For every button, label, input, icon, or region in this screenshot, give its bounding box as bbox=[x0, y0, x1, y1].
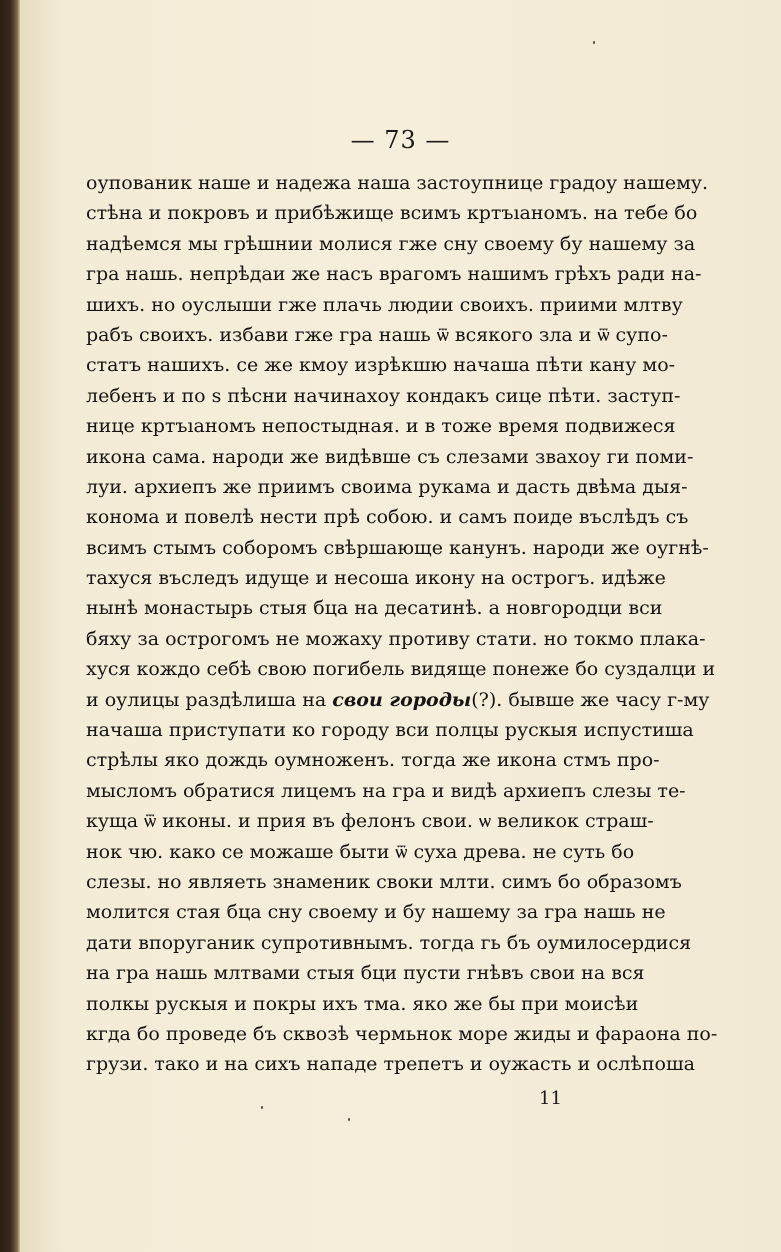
text-line: бяху за острогомъ не можаху противу стати. но токмо плака- bbox=[86, 627, 706, 650]
text-line: слезы. но являеть знаменик своки млти. симъ бо образомъ bbox=[86, 870, 682, 893]
text-line: нынѣ монастырь стыя бца на десатинѣ. а новгородци вси bbox=[86, 597, 663, 620]
text-line: стѣна и покровъ и прибѣжище всимъ кртъıаномъ. на тебе бо bbox=[86, 202, 698, 225]
text-line: стрѣлы яко дождь оумноженъ. тогда же икона стмъ про- bbox=[86, 749, 660, 772]
text-line: оупованик наше и надежа наша застоупнице градоу нашему. bbox=[86, 172, 709, 194]
paper-speck bbox=[593, 41, 595, 44]
text-line: начаша приступати ко городу вси полцы рускыя испустиша bbox=[86, 719, 694, 742]
text-segment: (?). бывше же часу г-му bbox=[471, 688, 710, 711]
italic-segment: свои городы bbox=[332, 688, 472, 711]
text-line: конома и повелѣ нести прѣ собою. и самъ поиде въслѣдъ съ bbox=[86, 506, 689, 529]
text-line: нок чю. како се можаше быти ѿ суха древа. не суть бо bbox=[86, 840, 635, 863]
text-line: нице кртъıаномъ непостыдная. и в тоже время подвижеся bbox=[86, 415, 676, 438]
page-number: — 73 — bbox=[350, 126, 451, 154]
text-line: мысломъ обратися лицемъ на гра и видѣ архиепъ слезы те- bbox=[86, 779, 686, 802]
text-line: гра нашь. непрѣдаи же насъ врагомъ нашимъ грѣхъ ради на- bbox=[86, 263, 702, 286]
text-line: всимъ стымъ соборомъ свѣршающе канунъ. народи же оугнѣ- bbox=[86, 536, 709, 559]
signature-mark: 11 bbox=[539, 1088, 562, 1109]
text-line: на гра нашь млтвами стыя бци пусти гнѣвъ свои на вся bbox=[86, 962, 645, 985]
text-line: надѣемся мы грѣшнии молися гже сну своему бу нашему за bbox=[86, 232, 696, 255]
text-line: хуся кождо себѣ свою погибель видяще понеже бо суздалци и bbox=[86, 658, 716, 681]
text-line: тахуся въследъ идуще и несоша икону на острогъ. идѣже bbox=[86, 567, 666, 590]
text-line: луи. архиепъ же приимъ своима рукама и дасть двѣма дыя- bbox=[86, 475, 688, 498]
text-line: грузи. тако и на сихъ нападе трепетъ и оужасть и ослѣпоша bbox=[86, 1053, 695, 1076]
text-line: полкы рускыя и покры ихъ тма. яко же бы при моисѣи bbox=[86, 992, 639, 1015]
text-line: статъ нашихъ. се же кмоу изрѣкшю начаша пѣти кану мо- bbox=[86, 354, 676, 377]
text-line: куща ѿ иконы. и прия въ фелонъ свои. ѡ великок страш- bbox=[86, 810, 654, 833]
text-line: шихъ. но оуслыши гже плачь людии своихъ. приими млтву bbox=[86, 293, 683, 316]
text-line: рабъ своихъ. избави гже гра нашь ѿ всякого зла и ѿ супо- bbox=[86, 323, 668, 346]
body-text bbox=[86, 168, 718, 1080]
text-line-with-italic bbox=[86, 685, 710, 715]
text-line: молится стая бца сну своему и бу нашему за гра нашь не bbox=[86, 901, 666, 924]
book-page bbox=[20, 0, 781, 1252]
paper-speck bbox=[348, 1118, 350, 1121]
text-line: кгда бо проведе бъ сквозѣ чермьнок море жиды и фараона по- bbox=[86, 1022, 718, 1045]
text-segment: и оулицы раздѣлиша на bbox=[86, 688, 327, 711]
book-binding-edge bbox=[0, 0, 20, 1252]
text-line: лебенъ и по ѕ пѣсни начинахоу кондакъ сице пѣти. заступ- bbox=[86, 384, 681, 407]
paper-speck bbox=[261, 1106, 263, 1109]
text-line: дати впоруганик супротивнымъ. тогда гь бъ оумилосердися bbox=[86, 931, 692, 954]
text-line: икона сама. народи же видѣвше съ слезами звахоу ги поми- bbox=[86, 445, 694, 468]
